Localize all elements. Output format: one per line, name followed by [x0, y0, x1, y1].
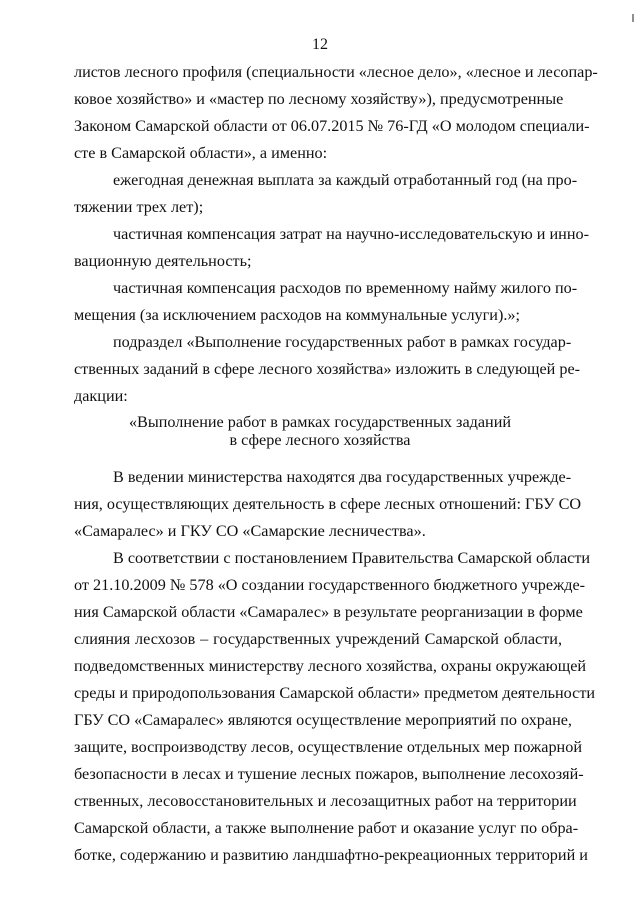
text-line: слияния лесхозов – государственных учреждений Самарской области,: [74, 630, 562, 648]
text-line: тяжении трех лет);: [74, 198, 204, 216]
text-line: подраздел «Выполнение государственных работ в рамках государ-: [113, 333, 572, 351]
text-line: защите, воспроизводству лесов, осуществление отдельных мер пожарной: [74, 738, 582, 756]
text-line: частичная компенсация затрат на научно-исследовательскую и инно-: [113, 225, 589, 243]
text-line: подведомственных министерству лесного хозяйства, охраны окружающей: [74, 657, 587, 675]
text-line: дакции:: [74, 387, 128, 405]
text-line: ственных, лесовосстановительных и лесозащитных работ на территории: [74, 792, 577, 810]
text-line: сте в Самарской области», а именно:: [74, 144, 328, 162]
text-line: листов лесного профиля (специальности «лесное дело», «лесное и лесопар-: [74, 63, 598, 81]
text-line: «Самаралес» и ГКУ СО «Самарские лесничества».: [74, 522, 426, 540]
text-line: мещения (за исключением расходов на коммунальные услуги).»;: [74, 306, 520, 324]
text-line: В ведении министерства находятся два государственных учрежде-: [113, 468, 572, 486]
section-heading-line-1: «Выполнение работ в рамках государственных заданий: [128, 413, 512, 431]
text-line: от 21.10.2009 № 578 «О создании государственного бюджетного учрежде-: [74, 576, 586, 594]
text-line: ственных заданий в сфере лесного хозяйства» изложить в следующей ре-: [74, 360, 581, 378]
text-line: ГБУ СО «Самаралес» являются осуществление мероприятий по охране,: [74, 711, 572, 729]
text-line: ния, осуществляющих деятельность в сфере лесных отношений: ГБУ СО: [74, 495, 582, 513]
text-line: вационную деятельность;: [74, 252, 252, 270]
text-line: ботке, содержанию и развитию ландшафтно-рекреационных территорий и: [74, 846, 588, 864]
text-line: ежегодная денежная выплата за каждый отработанный год (на про-: [113, 171, 578, 189]
text-line: Самарской области, а также выполнение работ и оказание услуг по обра-: [74, 819, 579, 837]
text-line: безопасности в лесах и тушение лесных пожаров, выполнение лесохозяй-: [74, 765, 584, 783]
section-heading-line-2: в сфере лесного хозяйства: [229, 431, 411, 449]
page-number: 12: [312, 36, 328, 53]
scan-mark: [632, 14, 634, 22]
text-line: частичная компенсация расходов по временному найму жилого по-: [113, 279, 578, 297]
text-line: среды и природопользования Самарской области» предметом деятельности: [74, 684, 596, 702]
text-line: Законом Самарской области от 06.07.2015 № 76-ГД «О молодом специали-: [74, 117, 590, 135]
text-line: В соответствии с постановлением Правительства Самарской области: [113, 549, 591, 567]
text-line: ковое хозяйство» и «мастер по лесному хозяйству»), предусмотренные: [74, 90, 564, 108]
text-line: ния Самарской области «Самаралес» в результате реорганизации в форме: [74, 603, 583, 621]
